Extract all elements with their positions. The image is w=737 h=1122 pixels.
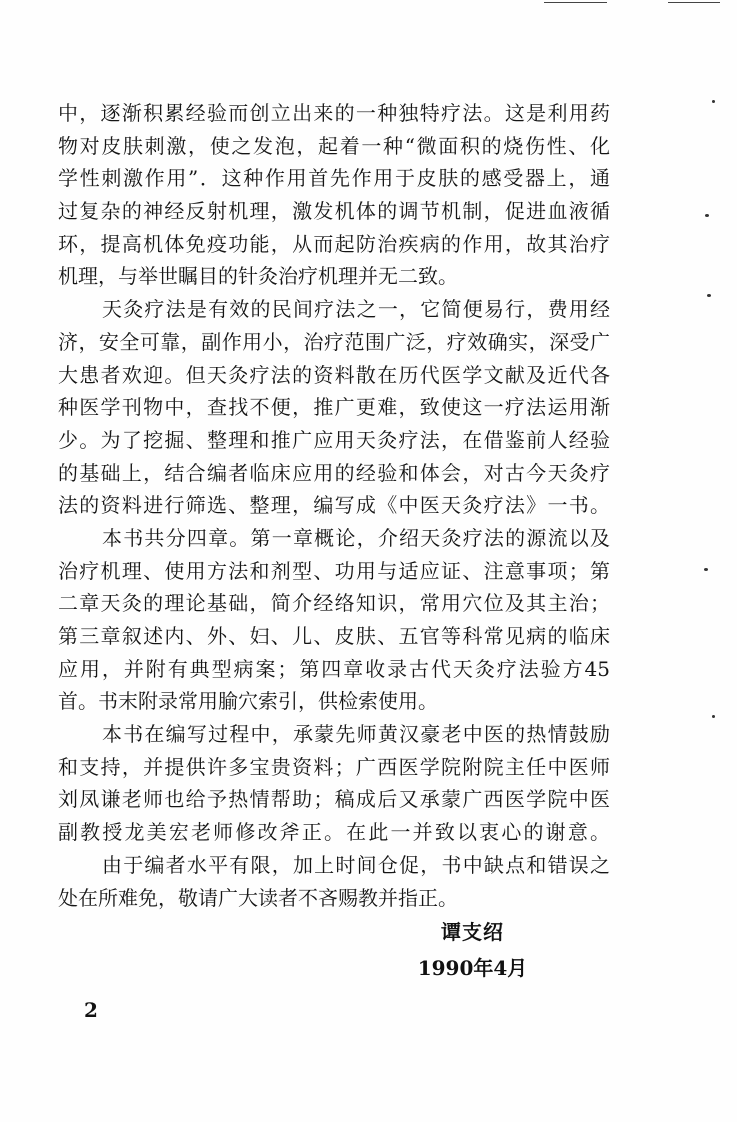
page-number: 2 xyxy=(84,998,98,1022)
body-line: 物对皮肤刺激，使之发泡，起着一种“微面积的烧伤性、化 xyxy=(58,133,610,158)
author-signature: 谭支绍 xyxy=(441,920,504,944)
body-line: 济，安全可靠，副作用小，治疗范围广泛，疗效确实，深受广 xyxy=(58,329,610,354)
body-line: 处在所难免，敬请广大读者不吝赐教并指正。 xyxy=(58,885,458,910)
body-line: 环，提高机体免疫功能，从而起防治疾病的作用，故其治疗 xyxy=(58,231,610,256)
paragraph xyxy=(58,293,610,522)
scan-speck xyxy=(704,568,708,571)
scan-speck xyxy=(712,715,715,718)
scan-edge-line xyxy=(668,2,720,3)
paragraph xyxy=(58,849,610,914)
body-line: 由于编者水平有限，加上时间仓促，书中缺点和错误之 xyxy=(102,852,610,877)
body-line: 二章天灸的理论基础，简介经络知识，常用穴位及其主治； xyxy=(58,591,610,616)
paragraph xyxy=(58,97,610,293)
body-line: 过复杂的神经反射机理，激发机体的调节机制，促进血液循 xyxy=(58,199,610,224)
scan-speck xyxy=(707,294,711,297)
body-line: 的基础上，结合编者临床应用的经验和体会，对古今天灸疗 xyxy=(58,460,610,485)
body-line: 副教授龙美宏老师修改斧正。在此一并致以衷心的谢意。 xyxy=(58,820,610,845)
body-line: 少。为了挖掘、整理和推广应用天灸疗法，在借鉴前人经验 xyxy=(58,427,610,452)
signature-date: 1990年4月 xyxy=(417,956,528,980)
body-line: 中，逐渐积累经验而创立出来的一种独特疗法。这是利用药 xyxy=(58,101,610,125)
body-line: 首。书末附录常用腧穴索引，供检索使用。 xyxy=(58,689,438,714)
body-line: 本书在编写过程中，承蒙先师黄汉豪老中医的热情鼓励 xyxy=(102,722,610,747)
paragraph xyxy=(58,522,610,718)
body-line: 本书共分四章。第一章概论，介绍天灸疗法的源流以及 xyxy=(102,525,610,550)
scan-speck xyxy=(712,100,715,103)
body-line: 学性刺激作用”．这种作用首先作用于皮肤的感受器上，通 xyxy=(58,166,610,191)
body-line: 大患者欢迎。但天灸疗法的资料散在历代医学文献及近代各 xyxy=(58,362,610,387)
body-line: 天灸疗法是有效的民间疗法之一，它简便易行，费用经 xyxy=(102,297,610,322)
body-line: 法的资料进行筛选、整理，编写成《中医天灸疗法》一书。 xyxy=(58,493,610,518)
body-line: 刘凤谦老师也给予热情帮助；稿成后又承蒙广西医学院中医 xyxy=(58,787,610,812)
body-line: 第三章叙述内、外、妇、儿、皮肤、五官等科常见病的临床 xyxy=(58,624,610,648)
body-line: 应用，并附有典型病案；第四章收录古代天灸疗法验方45 xyxy=(58,656,610,681)
body-line: 种医学刊物中，查找不便，推广更难，致使这一疗法运用渐 xyxy=(58,395,610,420)
scan-edge-line xyxy=(544,2,607,3)
scan-speck xyxy=(705,214,709,217)
body-line: 治疗机理、使用方法和剂型、功用与适应证、注意事项；第 xyxy=(58,558,610,583)
body-line: 机理，与举世瞩目的针灸治疗机理并无二致。 xyxy=(58,264,458,289)
paragraph xyxy=(58,718,610,849)
body-line: 和支持，并提供许多宝贵资料；广西医学院附院主任中医师 xyxy=(58,754,610,779)
body-text xyxy=(58,97,610,914)
